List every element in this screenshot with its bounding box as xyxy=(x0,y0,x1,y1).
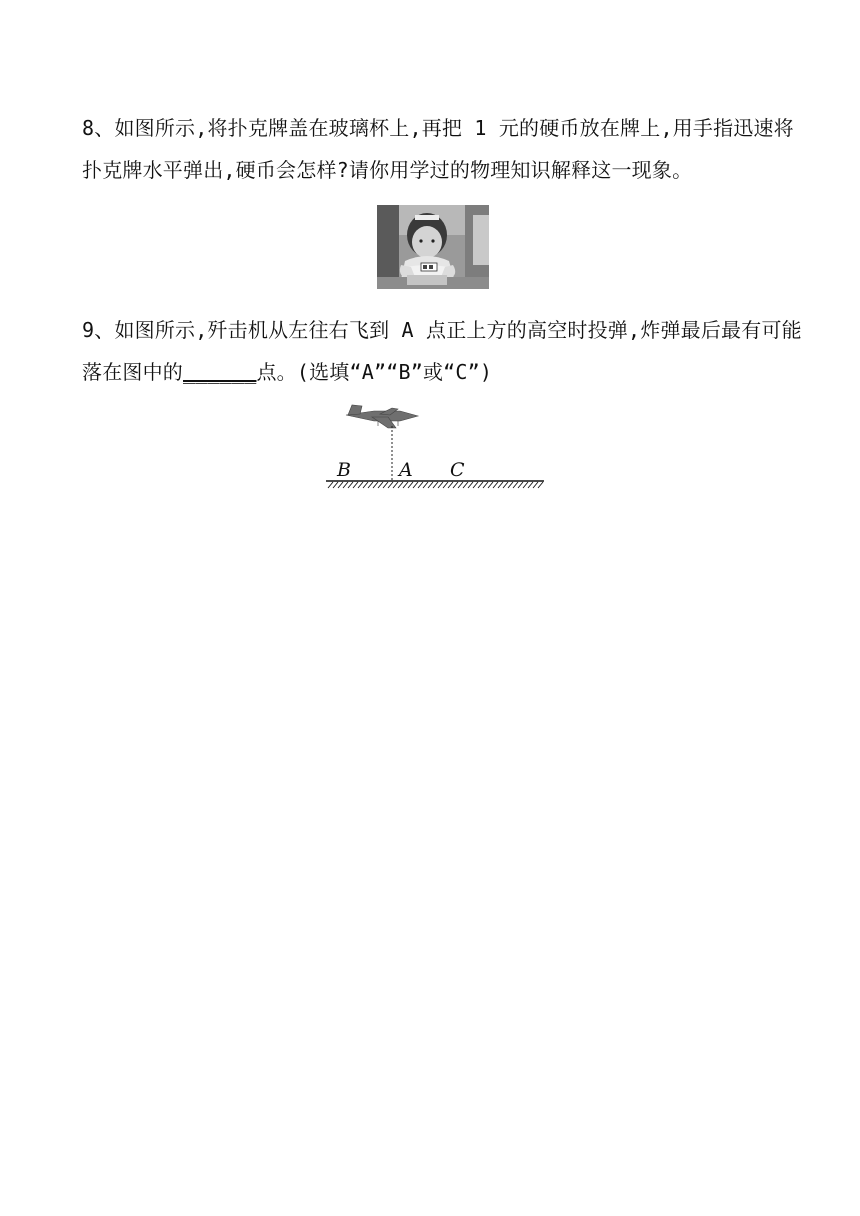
jet-icon xyxy=(346,405,418,428)
point-b-label: B xyxy=(337,459,351,481)
question-8-line-2: 扑克牌水平弹出,硬币会怎样?请你用学过的物理知识解释这一现象。 xyxy=(82,158,693,182)
jet-bomb-drop-diagram xyxy=(322,402,548,494)
child-flicking-card-photo xyxy=(377,205,489,289)
question-9-text-after-blank: 点。(选填“A”“B”或“C”) xyxy=(256,360,493,384)
question-9-text-before-blank: 落在图中的 xyxy=(82,360,183,384)
ground-hatching xyxy=(328,482,543,488)
question-9-line-2 xyxy=(82,358,492,386)
question-9-line-1: 9、如图所示,歼击机从左往右飞到 A 点正上方的高空时投弹,炸弹最后最有可能 xyxy=(82,318,802,342)
point-c-label: C xyxy=(450,459,465,481)
question-8-line-1: 8、如图所示,将扑克牌盖在玻璃杯上,再把 1 元的硬币放在牌上,用手指迅速将 xyxy=(82,116,794,140)
diagram-drawing xyxy=(322,402,548,494)
answer-blank: ______ xyxy=(183,360,257,384)
point-a-label: A xyxy=(399,459,413,481)
